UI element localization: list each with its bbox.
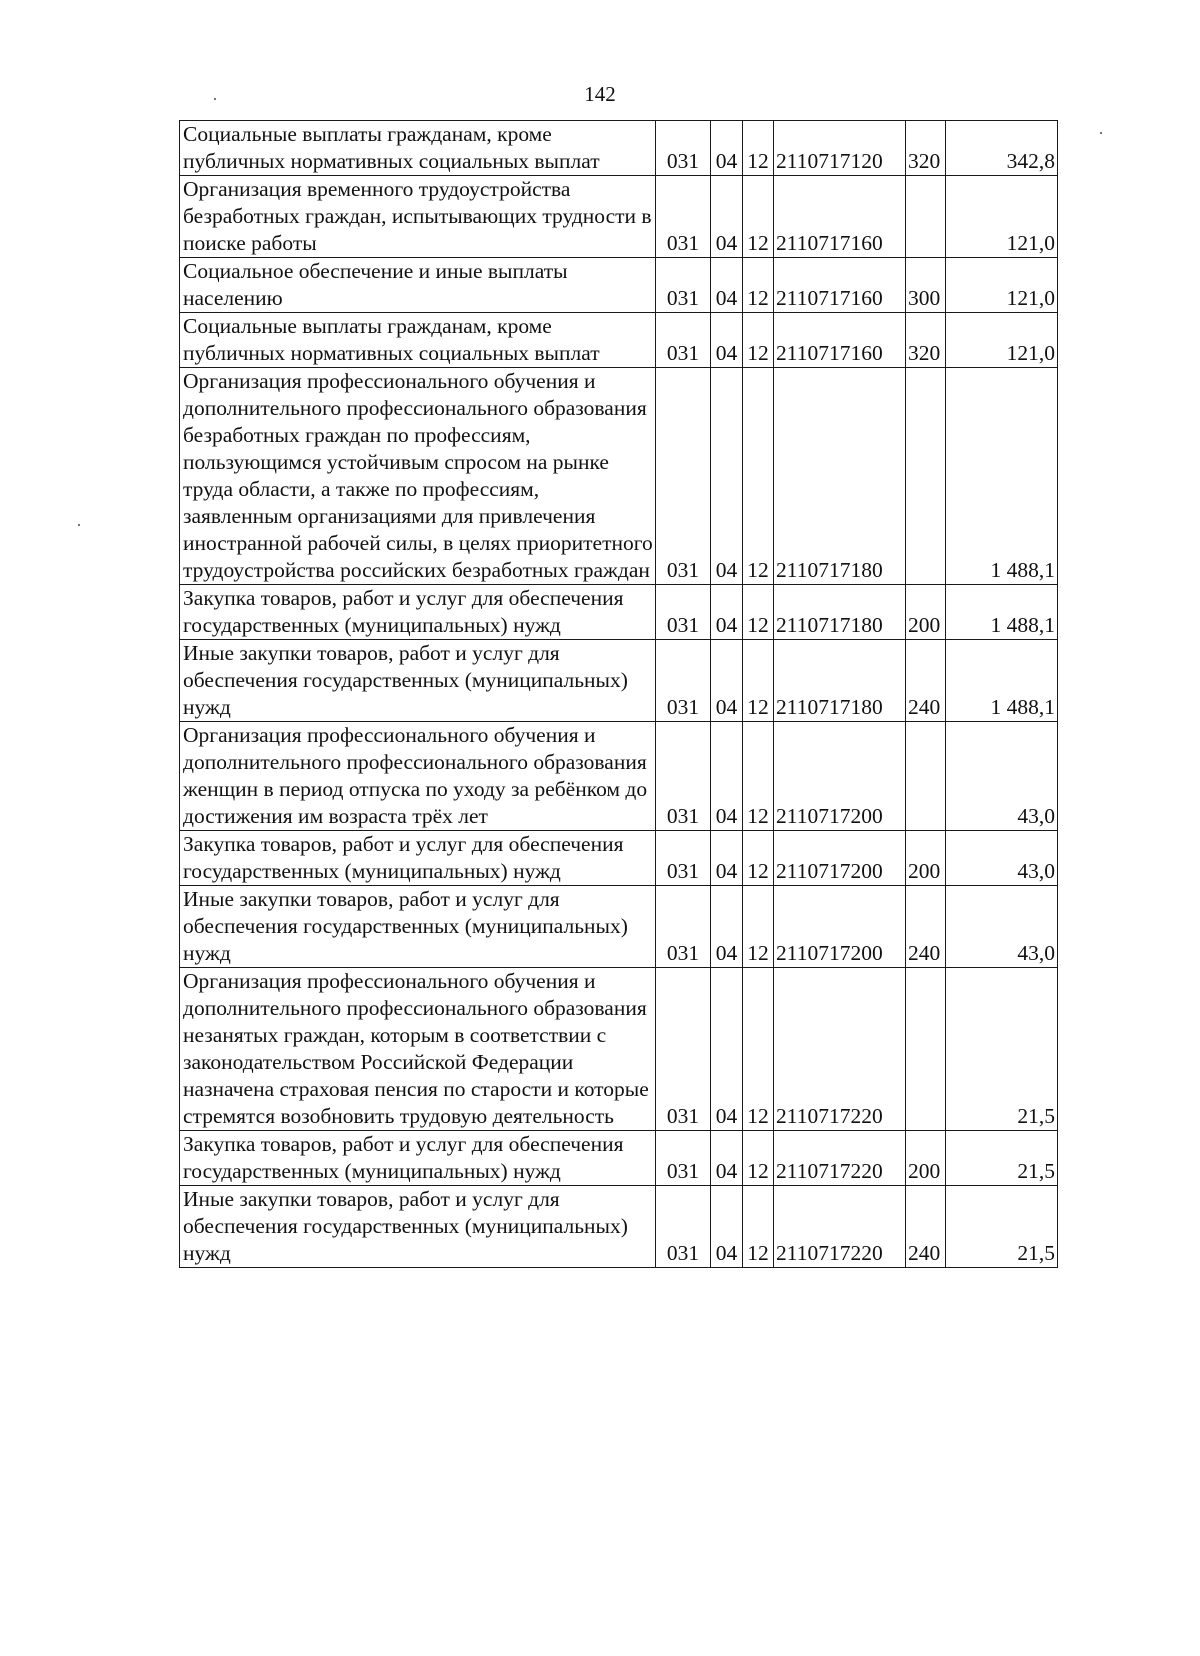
target-article-code: 2110717200 xyxy=(774,831,906,886)
subsection-code: 12 xyxy=(743,831,774,886)
section-code: 04 xyxy=(711,722,743,831)
target-article-code: 2110717220 xyxy=(774,1186,906,1268)
row-name: Социальные выплаты гражданам, кроме публичных нормативных социальных выплат xyxy=(180,313,656,368)
row-name: Закупка товаров, работ и услуг для обеспечения государственных (муниципальных) нужд xyxy=(180,585,656,640)
scan-speck xyxy=(214,98,216,100)
budget-table xyxy=(179,120,1058,1268)
section-code: 04 xyxy=(711,121,743,176)
table-row xyxy=(180,313,1058,368)
target-article-code: 2110717220 xyxy=(774,1131,906,1186)
amount: 43,0 xyxy=(946,722,1058,831)
subsection-code: 12 xyxy=(743,258,774,313)
target-article-code: 2110717180 xyxy=(774,585,906,640)
subsection-code: 12 xyxy=(743,722,774,831)
section-code: 04 xyxy=(711,968,743,1131)
table-row xyxy=(180,968,1058,1131)
amount: 342,8 xyxy=(946,121,1058,176)
table-row xyxy=(180,258,1058,313)
row-name: Организация временного трудоустройства безработных граждан, испытывающих трудности в поиске работы xyxy=(180,176,656,258)
target-article-code: 2110717160 xyxy=(774,313,906,368)
target-article-code: 2110717160 xyxy=(774,176,906,258)
subsection-code: 12 xyxy=(743,176,774,258)
ministry-code: 031 xyxy=(656,831,711,886)
row-name: Организация профессионального обучения и дополнительного профессионального образования женщин в период отпуска по уходу за ребёнком до достижения им возраста трёх лет xyxy=(180,722,656,831)
subsection-code: 12 xyxy=(743,640,774,722)
target-article-code: 2110717200 xyxy=(774,886,906,968)
expense-kind-code xyxy=(906,722,946,831)
amount: 43,0 xyxy=(946,831,1058,886)
amount: 1 488,1 xyxy=(946,640,1058,722)
row-name: Иные закупки товаров, работ и услуг для обеспечения государственных (муниципальных) нужд xyxy=(180,640,656,722)
table-row xyxy=(180,368,1058,585)
ministry-code: 031 xyxy=(656,368,711,585)
table-row xyxy=(180,886,1058,968)
target-article-code: 2110717160 xyxy=(774,258,906,313)
row-name: Организация профессионального обучения и дополнительного профессионального образования незанятых граждан, которым в соответствии с законодательством Российской Федерации назначена страховая пенсия по старости и которые стремятся возобновить трудовую деятельность xyxy=(180,968,656,1131)
section-code: 04 xyxy=(711,368,743,585)
expense-kind-code: 200 xyxy=(906,1131,946,1186)
section-code: 04 xyxy=(711,176,743,258)
subsection-code: 12 xyxy=(743,968,774,1131)
target-article-code: 2110717220 xyxy=(774,968,906,1131)
section-code: 04 xyxy=(711,585,743,640)
section-code: 04 xyxy=(711,831,743,886)
table-row xyxy=(180,1131,1058,1186)
amount: 21,5 xyxy=(946,1186,1058,1268)
section-code: 04 xyxy=(711,640,743,722)
subsection-code: 12 xyxy=(743,886,774,968)
ministry-code: 031 xyxy=(656,313,711,368)
amount: 121,0 xyxy=(946,176,1058,258)
ministry-code: 031 xyxy=(656,1131,711,1186)
table-row xyxy=(180,176,1058,258)
ministry-code: 031 xyxy=(656,1186,711,1268)
table-row xyxy=(180,585,1058,640)
amount: 21,5 xyxy=(946,968,1058,1131)
table-row xyxy=(180,831,1058,886)
row-name: Социальные выплаты гражданам, кроме публичных нормативных социальных выплат xyxy=(180,121,656,176)
ministry-code: 031 xyxy=(656,176,711,258)
ministry-code: 031 xyxy=(656,258,711,313)
table-row xyxy=(180,121,1058,176)
ministry-code: 031 xyxy=(656,886,711,968)
ministry-code: 031 xyxy=(656,968,711,1131)
row-name: Иные закупки товаров, работ и услуг для обеспечения государственных (муниципальных) нужд xyxy=(180,886,656,968)
amount: 1 488,1 xyxy=(946,368,1058,585)
ministry-code: 031 xyxy=(656,640,711,722)
target-article-code: 2110717200 xyxy=(774,722,906,831)
row-name: Социальное обеспечение и иные выплаты населению xyxy=(180,258,656,313)
target-article-code: 2110717180 xyxy=(774,368,906,585)
row-name: Иные закупки товаров, работ и услуг для обеспечения государственных (муниципальных) нужд xyxy=(180,1186,656,1268)
expense-kind-code xyxy=(906,368,946,585)
subsection-code: 12 xyxy=(743,1186,774,1268)
expense-kind-code: 320 xyxy=(906,313,946,368)
page-number: 142 xyxy=(584,82,616,106)
ministry-code: 031 xyxy=(656,585,711,640)
expense-kind-code xyxy=(906,176,946,258)
table-row xyxy=(180,722,1058,831)
scan-speck xyxy=(1100,132,1102,134)
scan-speck xyxy=(78,524,80,526)
subsection-code: 12 xyxy=(743,368,774,585)
section-code: 04 xyxy=(711,258,743,313)
subsection-code: 12 xyxy=(743,313,774,368)
section-code: 04 xyxy=(711,1131,743,1186)
subsection-code: 12 xyxy=(743,121,774,176)
ministry-code: 031 xyxy=(656,121,711,176)
expense-kind-code: 240 xyxy=(906,640,946,722)
subsection-code: 12 xyxy=(743,1131,774,1186)
row-name: Закупка товаров, работ и услуг для обеспечения государственных (муниципальных) нужд xyxy=(180,1131,656,1186)
row-name: Организация профессионального обучения и дополнительного профессионального образования безработных граждан по профессиям, пользующимся устойчивым спросом на рынке труда области, а также по профессиям, заявленным организациями для привлечения иностранной рабочей силы, в целях приоритетного трудоустройства российских безработных граждан xyxy=(180,368,656,585)
amount: 1 488,1 xyxy=(946,585,1058,640)
target-article-code: 2110717180 xyxy=(774,640,906,722)
amount: 121,0 xyxy=(946,258,1058,313)
expense-kind-code: 320 xyxy=(906,121,946,176)
expense-kind-code: 200 xyxy=(906,585,946,640)
expense-kind-code: 200 xyxy=(906,831,946,886)
expense-kind-code xyxy=(906,968,946,1131)
table-row xyxy=(180,1186,1058,1268)
section-code: 04 xyxy=(711,313,743,368)
section-code: 04 xyxy=(711,1186,743,1268)
section-code: 04 xyxy=(711,886,743,968)
amount: 121,0 xyxy=(946,313,1058,368)
amount: 21,5 xyxy=(946,1131,1058,1186)
subsection-code: 12 xyxy=(743,585,774,640)
expense-kind-code: 300 xyxy=(906,258,946,313)
expense-kind-code: 240 xyxy=(906,1186,946,1268)
row-name: Закупка товаров, работ и услуг для обеспечения государственных (муниципальных) нужд xyxy=(180,831,656,886)
table-row xyxy=(180,640,1058,722)
amount: 43,0 xyxy=(946,886,1058,968)
ministry-code: 031 xyxy=(656,722,711,831)
expense-kind-code: 240 xyxy=(906,886,946,968)
target-article-code: 2110717120 xyxy=(774,121,906,176)
